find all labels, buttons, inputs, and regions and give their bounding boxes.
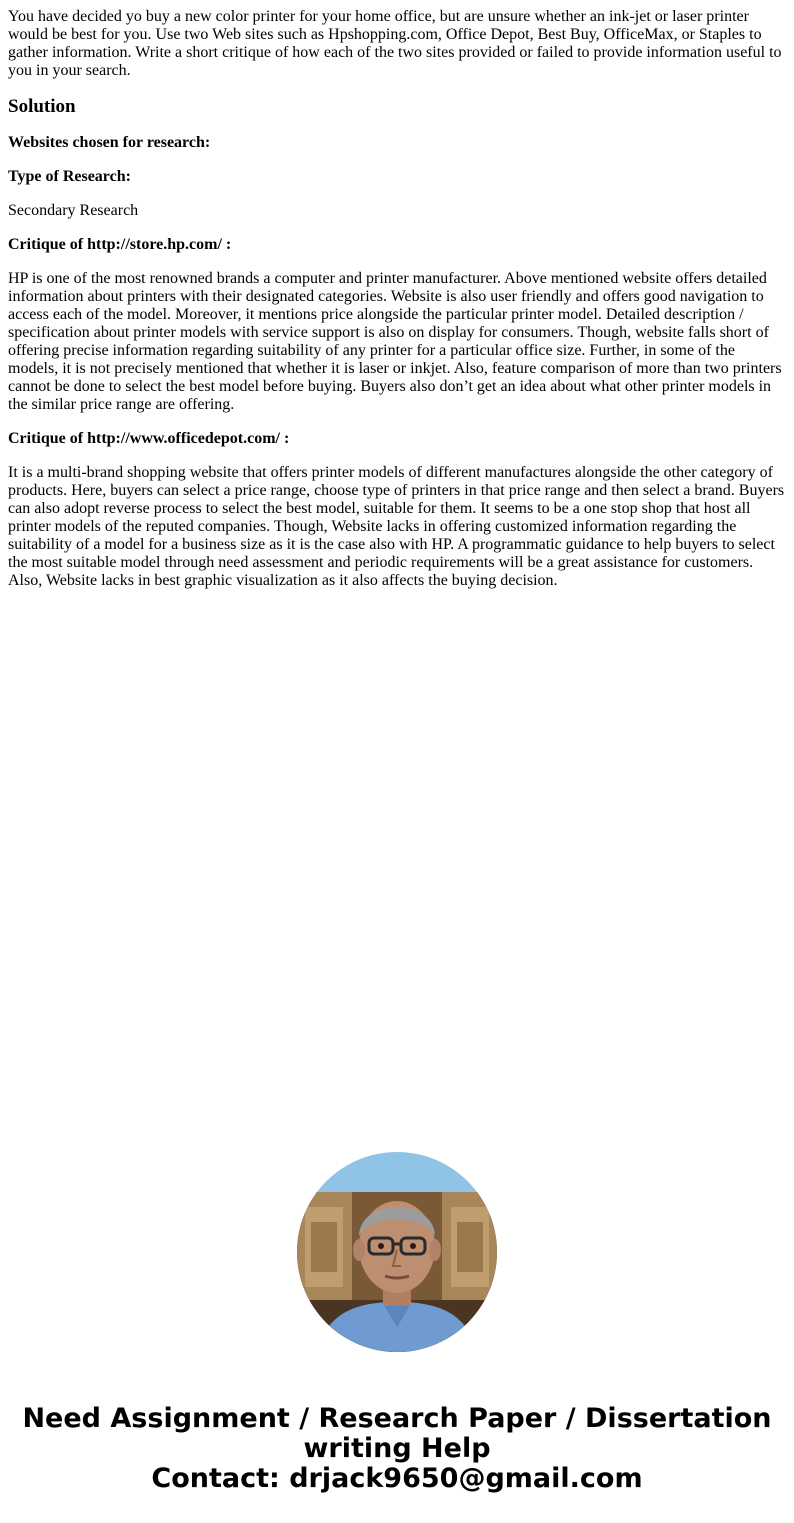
solution-heading: Solution [8,96,76,117]
author-avatar [297,1152,497,1352]
critique-hp-heading: Critique of http://store.hp.com/ : [8,236,232,253]
footer-contact-line: Contact: drjack9650@gmail.com [151,1463,643,1494]
research-type-label: Type of Research: [8,168,131,185]
contact-footer [0,1404,794,1494]
question-text: You have decided yo buy a new color printer for your home office, but are unsure whether an ink-jet or laser printer would be best for you. Use two Web sites such as Hpshopping.com, Office Depot, Best Buy, OfficeMax, or Staples to gather information. Write a short critique of how each of the two sites provided or failed to provide information useful to you in your search. [8,8,782,79]
footer-line-2: writing Help [303,1433,491,1464]
critique-officedepot-text: It is a multi-brand shopping website that offers printer models of different manufactures alongside the other category of products. Here, buyers can select a price range, choose type of printers in that price range and then select a brand. Buyers can also adopt reverse process to select the best model, suitable for them. It seems to be a one stop shop that host all printer models of the reputed companies. Though, Website lacks in offering customized information regarding the suitability of a model for a business size as it is the case also with HP. A programmatic guidance to help buyers to select the most suitable model through need assessment and periodic requirements will be a great assistance for customers. Also, Website lacks in best graphic visualization as it also affects the buying decision. [8,464,785,589]
websites-label: Websites chosen for research: [8,134,211,151]
critique-hp-text: HP is one of the most renowned brands a computer and printer manufacturer. Above mentioned website offers detailed information about printers with their designated categories. Website is also user friendly and offers good navigation to access each of the model. Moreover, it mentions price alongside the particular printer model. Detailed description / specification about printer models with service support is also on display for consumers. Though, website falls short of offering precise information regarding suitability of any printer for a particular office size. Further, in some of the models, it is not precisely mentioned that whether it is laser or inkjet. Also, feature comparison of more than two printers cannot be done to select the best model before buying. Buyers also don’t get an idea about what other printer models in the similar price range are offering. [8,270,782,413]
research-type-value: Secondary Research [8,202,139,219]
footer-line-1: Need Assignment / Research Paper / Dissertation [22,1403,772,1434]
document-body [8,8,786,606]
critique-officedepot-heading: Critique of http://www.officedepot.com/ : [8,430,290,447]
